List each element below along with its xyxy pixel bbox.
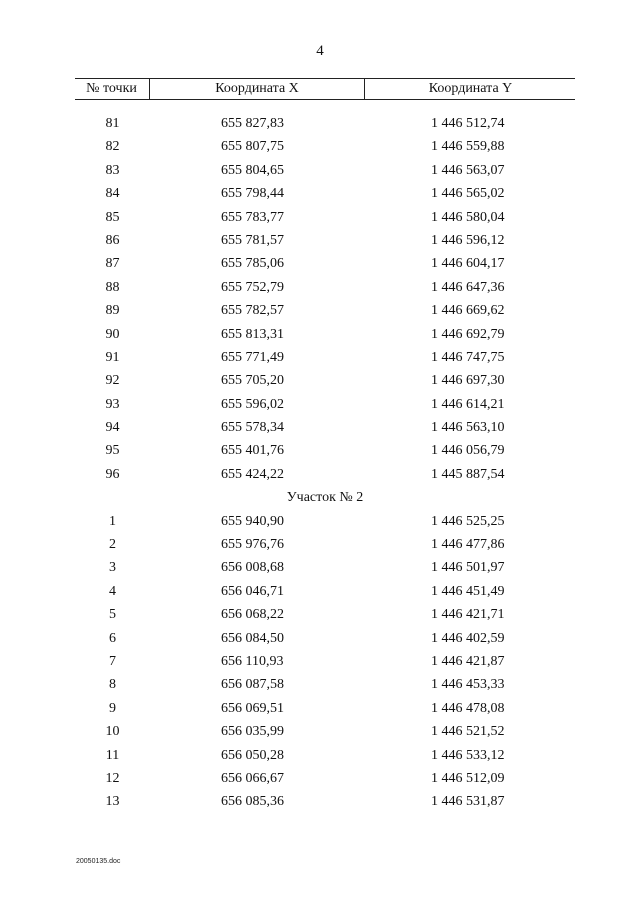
- coordinate-y-cell: 1 446 521,52: [431, 724, 505, 740]
- point-number-cell: 86: [105, 232, 120, 248]
- section-title: Участок № 2: [286, 490, 364, 506]
- point-number-cell: 81: [105, 116, 120, 131]
- coordinate-y-cell: 1 446 402,59: [431, 630, 505, 646]
- table-row: [75, 182, 575, 205]
- table-row: [75, 252, 575, 275]
- coordinate-x-cell: 655 578,34: [221, 420, 284, 436]
- coordinate-x-cell: 656 008,68: [221, 560, 284, 576]
- coordinate-y-cell: 1 446 692,79: [431, 326, 505, 342]
- point-number-cell: 2: [109, 537, 116, 553]
- table-row: [75, 135, 575, 158]
- coordinate-y-cell: 1 446 565,02: [431, 186, 505, 202]
- coordinate-y-cell: 1 446 533,12: [431, 747, 505, 763]
- coordinate-x-cell: 656 110,93: [221, 653, 284, 669]
- table-row: [75, 346, 575, 369]
- point-number-cell: 87: [105, 256, 120, 272]
- coordinate-y-cell: 1 446 421,87: [431, 653, 505, 669]
- point-number-cell: 10: [105, 724, 120, 740]
- coordinates-table-body: [75, 112, 575, 814]
- point-number-cell: 92: [105, 373, 120, 389]
- point-number-cell: 7: [109, 653, 116, 669]
- table-row: [75, 439, 575, 462]
- coordinate-x-cell: 655 782,57: [221, 303, 284, 319]
- point-number-cell: 88: [105, 279, 120, 295]
- coordinate-x-cell: 655 781,57: [221, 232, 284, 248]
- point-number-cell: 96: [105, 466, 120, 482]
- point-number-cell: 93: [105, 396, 120, 412]
- table-row: [75, 627, 575, 650]
- document-filename: 20050135.doc: [76, 858, 121, 865]
- table-row: [75, 299, 575, 322]
- table-row: [75, 603, 575, 626]
- table-row: [75, 393, 575, 416]
- coordinate-y-cell: 1 446 512,74: [431, 116, 505, 131]
- coordinate-x-cell: 656 035,99: [221, 724, 284, 740]
- point-number-cell: 13: [105, 794, 120, 810]
- coordinate-x-cell: 655 976,76: [221, 537, 284, 553]
- coordinate-y-cell: 1 446 531,87: [431, 794, 505, 810]
- coordinate-x-cell: 656 087,58: [221, 677, 284, 693]
- coordinate-x-cell: 656 069,51: [221, 700, 284, 716]
- coordinate-y-cell: 1 446 747,75: [431, 349, 505, 365]
- coordinate-y-cell: 1 446 056,79: [431, 443, 505, 459]
- coordinate-y-cell: 1 446 697,30: [431, 373, 505, 389]
- table-row: [75, 510, 575, 533]
- coordinate-y-cell: 1 445 887,54: [431, 466, 505, 482]
- coordinate-y-cell: 1 446 563,10: [431, 420, 505, 436]
- coordinate-x-cell: 656 084,50: [221, 630, 284, 646]
- coordinate-y-cell: 1 446 421,71: [431, 607, 505, 623]
- table-row: [75, 673, 575, 696]
- point-number-cell: 11: [105, 747, 120, 763]
- point-number-cell: 6: [109, 630, 116, 646]
- coordinate-x-cell: 656 085,36: [221, 794, 284, 810]
- point-number-cell: 9: [109, 700, 116, 716]
- coordinate-y-cell: 1 446 478,08: [431, 700, 505, 716]
- coordinate-x-cell: 655 771,49: [221, 349, 284, 365]
- coordinate-x-cell: 656 050,28: [221, 747, 284, 763]
- point-number-cell: 90: [105, 326, 120, 342]
- point-number-cell: 12: [105, 770, 120, 786]
- table-row: [75, 416, 575, 439]
- page-number: 4: [316, 43, 324, 59]
- coordinate-y-cell: 1 446 647,36: [431, 279, 505, 295]
- header-point-number: № точки: [86, 81, 137, 96]
- point-number-cell: 1: [109, 513, 116, 529]
- table-row: [75, 276, 575, 299]
- point-number-cell: 91: [105, 349, 120, 365]
- table-row: [75, 159, 575, 182]
- coordinate-y-cell: 1 446 563,07: [431, 162, 505, 178]
- header-coordinate-y: Координата Y: [364, 79, 576, 99]
- coordinate-x-cell: 655 785,06: [221, 256, 284, 272]
- coordinate-x-cell: 655 827,83: [221, 116, 284, 131]
- coordinate-y-cell: 1 446 451,49: [431, 583, 505, 599]
- point-number-cell: 83: [105, 162, 120, 178]
- table-header: [75, 78, 575, 100]
- coordinate-y-cell: 1 446 604,17: [431, 256, 505, 272]
- point-number-cell: 94: [105, 420, 120, 436]
- point-number-cell: 82: [105, 139, 120, 155]
- table-row: [75, 112, 575, 135]
- point-number-cell: 85: [105, 209, 120, 225]
- coordinate-x-cell: 656 066,67: [221, 770, 284, 786]
- table-row: [75, 229, 575, 252]
- table-row: [75, 369, 575, 392]
- coordinate-x-cell: 655 804,65: [221, 162, 284, 178]
- coordinate-y-cell: 1 446 559,88: [431, 139, 505, 155]
- table-row: [75, 556, 575, 579]
- table-row: [75, 790, 575, 813]
- coordinate-x-cell: 655 807,75: [221, 139, 284, 155]
- coordinate-y-cell: 1 446 525,25: [431, 513, 505, 529]
- table-row: [75, 744, 575, 767]
- coordinate-x-cell: 656 046,71: [221, 583, 284, 599]
- coordinate-x-cell: 656 068,22: [221, 607, 284, 623]
- coordinate-x-cell: 655 940,90: [221, 513, 284, 529]
- coordinate-y-cell: 1 446 596,12: [431, 232, 505, 248]
- table-row: [75, 650, 575, 673]
- coordinate-x-cell: 655 596,02: [221, 396, 284, 412]
- coordinate-y-cell: 1 446 453,33: [431, 677, 505, 693]
- table-row: [75, 697, 575, 720]
- table-row: [75, 463, 575, 486]
- coordinate-x-cell: 655 401,76: [221, 443, 284, 459]
- point-number-cell: 5: [109, 607, 116, 623]
- coordinate-y-cell: 1 446 477,86: [431, 537, 505, 553]
- table-row: [75, 323, 575, 346]
- coordinate-y-cell: 1 446 512,09: [431, 770, 505, 786]
- point-number-cell: 84: [105, 186, 120, 202]
- point-number-cell: 4: [109, 583, 116, 599]
- table-row: [75, 767, 575, 790]
- coordinate-x-cell: 655 783,77: [221, 209, 284, 225]
- coordinate-y-cell: 1 446 501,97: [431, 560, 505, 576]
- section-heading: [75, 486, 575, 509]
- point-number-cell: 89: [105, 303, 120, 319]
- table-row: [75, 533, 575, 556]
- point-number-cell: 8: [109, 677, 116, 693]
- point-number-cell: 95: [105, 443, 120, 459]
- table-row: [75, 206, 575, 229]
- coordinate-x-cell: 655 705,20: [221, 373, 284, 389]
- coordinate-x-cell: 655 798,44: [221, 186, 284, 202]
- table-row: [75, 720, 575, 743]
- coordinate-y-cell: 1 446 614,21: [431, 396, 505, 412]
- coordinate-x-cell: 655 752,79: [221, 279, 284, 295]
- coordinate-x-cell: 655 424,22: [221, 466, 284, 482]
- header-coordinate-x: Координата X: [149, 79, 364, 99]
- point-number-cell: 3: [109, 560, 116, 576]
- table-row: [75, 580, 575, 603]
- coordinate-y-cell: 1 446 580,04: [431, 209, 505, 225]
- coordinate-x-cell: 655 813,31: [221, 326, 284, 342]
- coordinate-y-cell: 1 446 669,62: [431, 303, 505, 319]
